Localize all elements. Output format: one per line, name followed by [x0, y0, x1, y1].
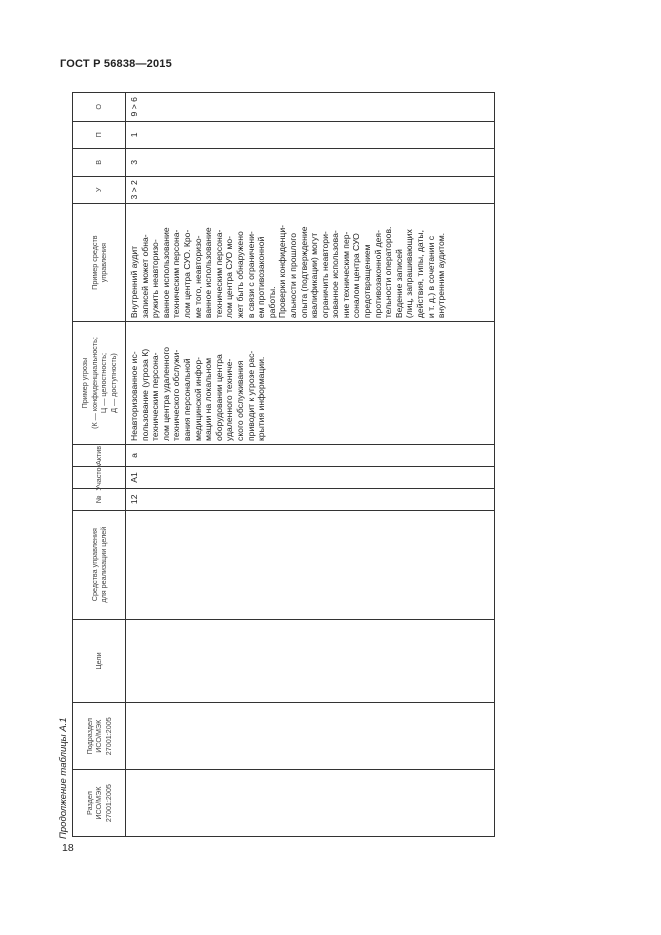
table-caption: Продолжение таблицы А.1 — [58, 717, 69, 839]
cell-line: удаленного техниче- — [224, 358, 235, 441]
header-line: 27001:2005 — [103, 784, 113, 823]
column-ugroza — [73, 321, 494, 444]
column-podrazdel — [73, 702, 494, 769]
cell-line: 1 — [129, 132, 139, 138]
cell-line: Ведение записей — [393, 249, 404, 319]
header-line: Д — доступность) — [108, 353, 118, 413]
cell-razdel — [126, 770, 494, 836]
column-primer — [73, 203, 494, 321]
cell-line: 9 > 6 — [129, 97, 139, 117]
header-line: Цели — [94, 652, 104, 670]
cell-line: вания персональной — [181, 358, 192, 441]
cell-line: оборудовании центра — [213, 354, 224, 441]
column-header-v — [73, 149, 126, 176]
column-razdel — [73, 769, 494, 836]
header-line: В — [94, 159, 104, 165]
column-header-p — [73, 122, 126, 149]
cell-line: 3 > 2 — [129, 180, 139, 200]
column-header-primer — [73, 204, 126, 321]
cell-line: лом центра СУО мо- — [224, 235, 235, 319]
cell-line: ограничить неавтори- — [319, 231, 330, 319]
header-line: Подраздел — [84, 718, 94, 755]
column-sredstva — [73, 510, 494, 619]
cell-v — [126, 149, 494, 176]
header-line: У — [94, 187, 104, 193]
cell-line: жет быть обнаружено — [234, 231, 245, 319]
cell-line: крытия информации. — [256, 356, 267, 441]
cell-line: Неавторизованное ис- — [129, 351, 139, 441]
cell-line: мации на локальном — [203, 357, 214, 441]
column-header-aktiv — [73, 445, 126, 466]
header-line: Участок — [94, 464, 104, 491]
cell-line: Внутренний аудит — [129, 245, 139, 319]
header-line: ИСО/МЭК — [94, 786, 104, 820]
column-num — [73, 488, 494, 510]
cell-p — [126, 122, 494, 149]
column-header-o — [73, 93, 126, 121]
column-uchastok — [73, 464, 494, 491]
cell-line: ние техническим пер- — [340, 231, 351, 319]
cell-line: альности и прошлого — [287, 232, 298, 319]
cell-line: тельности операторов. — [383, 226, 394, 319]
cell-line: (лиц, запрашивающих — [404, 229, 415, 319]
cell-line: технического обслужи- — [171, 349, 182, 441]
cell-line: в связи с ограничени- — [245, 231, 256, 319]
header-line: Раздел — [84, 791, 94, 815]
standard-header: ГОСТ Р 56838—2015 — [60, 58, 172, 70]
continuation-table — [72, 92, 495, 837]
column-header-podrazdel — [73, 703, 126, 769]
cell-line: опыта (подтверждение — [298, 226, 309, 319]
header-line: № — [94, 495, 104, 504]
cell-line: соналом центра СУО — [351, 233, 362, 319]
cell-uchastok — [126, 467, 494, 488]
header-line: Пример угрозы — [80, 357, 89, 409]
cell-tseli — [126, 620, 494, 703]
cell-line: записей может обна- — [139, 234, 150, 319]
cell-line: Проверки конфиденци- — [277, 225, 288, 319]
cell-primer — [126, 204, 494, 321]
header-line: 27001:2005 — [103, 717, 113, 756]
column-header-razdel — [73, 770, 126, 836]
cell-line: лом центра СУО. Кро- — [181, 229, 192, 319]
cell-line: противозаконной дея- — [372, 230, 383, 319]
cell-line: внутренним аудитом. — [436, 232, 447, 319]
header-line: Актив — [94, 445, 104, 466]
cell-line: a — [129, 453, 139, 458]
column-header-ugroza — [73, 322, 126, 444]
cell-o — [126, 93, 494, 121]
cell-podrazdel — [126, 703, 494, 769]
header-line: Ц — целостность; — [99, 353, 108, 414]
cell-line: и т. д.) в сочетании с — [425, 235, 436, 319]
cell-line: пользование (угроза К) — [139, 348, 150, 441]
cell-line: работы. — [266, 286, 277, 319]
column-header-u — [73, 177, 126, 204]
cell-line: медицинской инфор- — [192, 357, 203, 441]
cell-line: ванное использование — [160, 227, 171, 319]
cell-line: квалификации) могут — [309, 232, 320, 319]
header-line: ИСО/МЭК — [94, 719, 104, 753]
cell-ugroza — [126, 322, 494, 444]
cell-line: лом центра удаленного — [160, 346, 171, 441]
cell-sredstva — [126, 511, 494, 619]
header-line: Средства управления — [89, 528, 99, 602]
header-line: Пример средств — [89, 235, 99, 290]
header-line: О — [94, 103, 104, 110]
cell-line: приводит к угрозе рас- — [245, 350, 256, 441]
column-o — [73, 93, 494, 121]
cell-line: 12 — [129, 494, 139, 505]
column-header-tseli — [73, 620, 126, 703]
cell-line: зованное использова- — [330, 230, 341, 319]
cell-line: ванное использование — [203, 227, 214, 319]
cell-num — [126, 489, 494, 510]
column-header-num — [73, 489, 126, 510]
header-line: для реализации целей — [99, 526, 108, 603]
column-header-uchastok — [73, 464, 126, 491]
column-u — [73, 176, 494, 204]
cell-line: ме того, неавторизо- — [192, 235, 203, 319]
cell-line: действия, типы, даты, — [415, 230, 426, 319]
column-aktiv — [73, 444, 494, 466]
cell-line: ружить неавторизо- — [150, 239, 161, 319]
header-line: управления — [99, 243, 108, 283]
cell-line: A1 — [129, 472, 139, 483]
header-line: П — [94, 132, 104, 138]
page-number: 18 — [62, 842, 74, 854]
cell-line: техническим персона- — [171, 229, 182, 319]
cell-aktiv — [126, 445, 494, 466]
cell-u — [126, 177, 494, 204]
header-line: (К — конфиденциальность; — [89, 337, 99, 429]
column-tseli — [73, 619, 494, 703]
cell-line: предотвращением — [362, 244, 373, 319]
cell-line: техническим персона- — [150, 352, 161, 441]
cell-line: ского обслуживания — [234, 360, 245, 441]
cell-line: техническим персона- — [213, 229, 224, 319]
column-p — [73, 121, 494, 149]
cell-line: 3 — [129, 159, 139, 165]
column-v — [73, 148, 494, 176]
cell-line: ем противозаконной — [256, 236, 267, 319]
column-header-sredstva — [73, 511, 126, 619]
